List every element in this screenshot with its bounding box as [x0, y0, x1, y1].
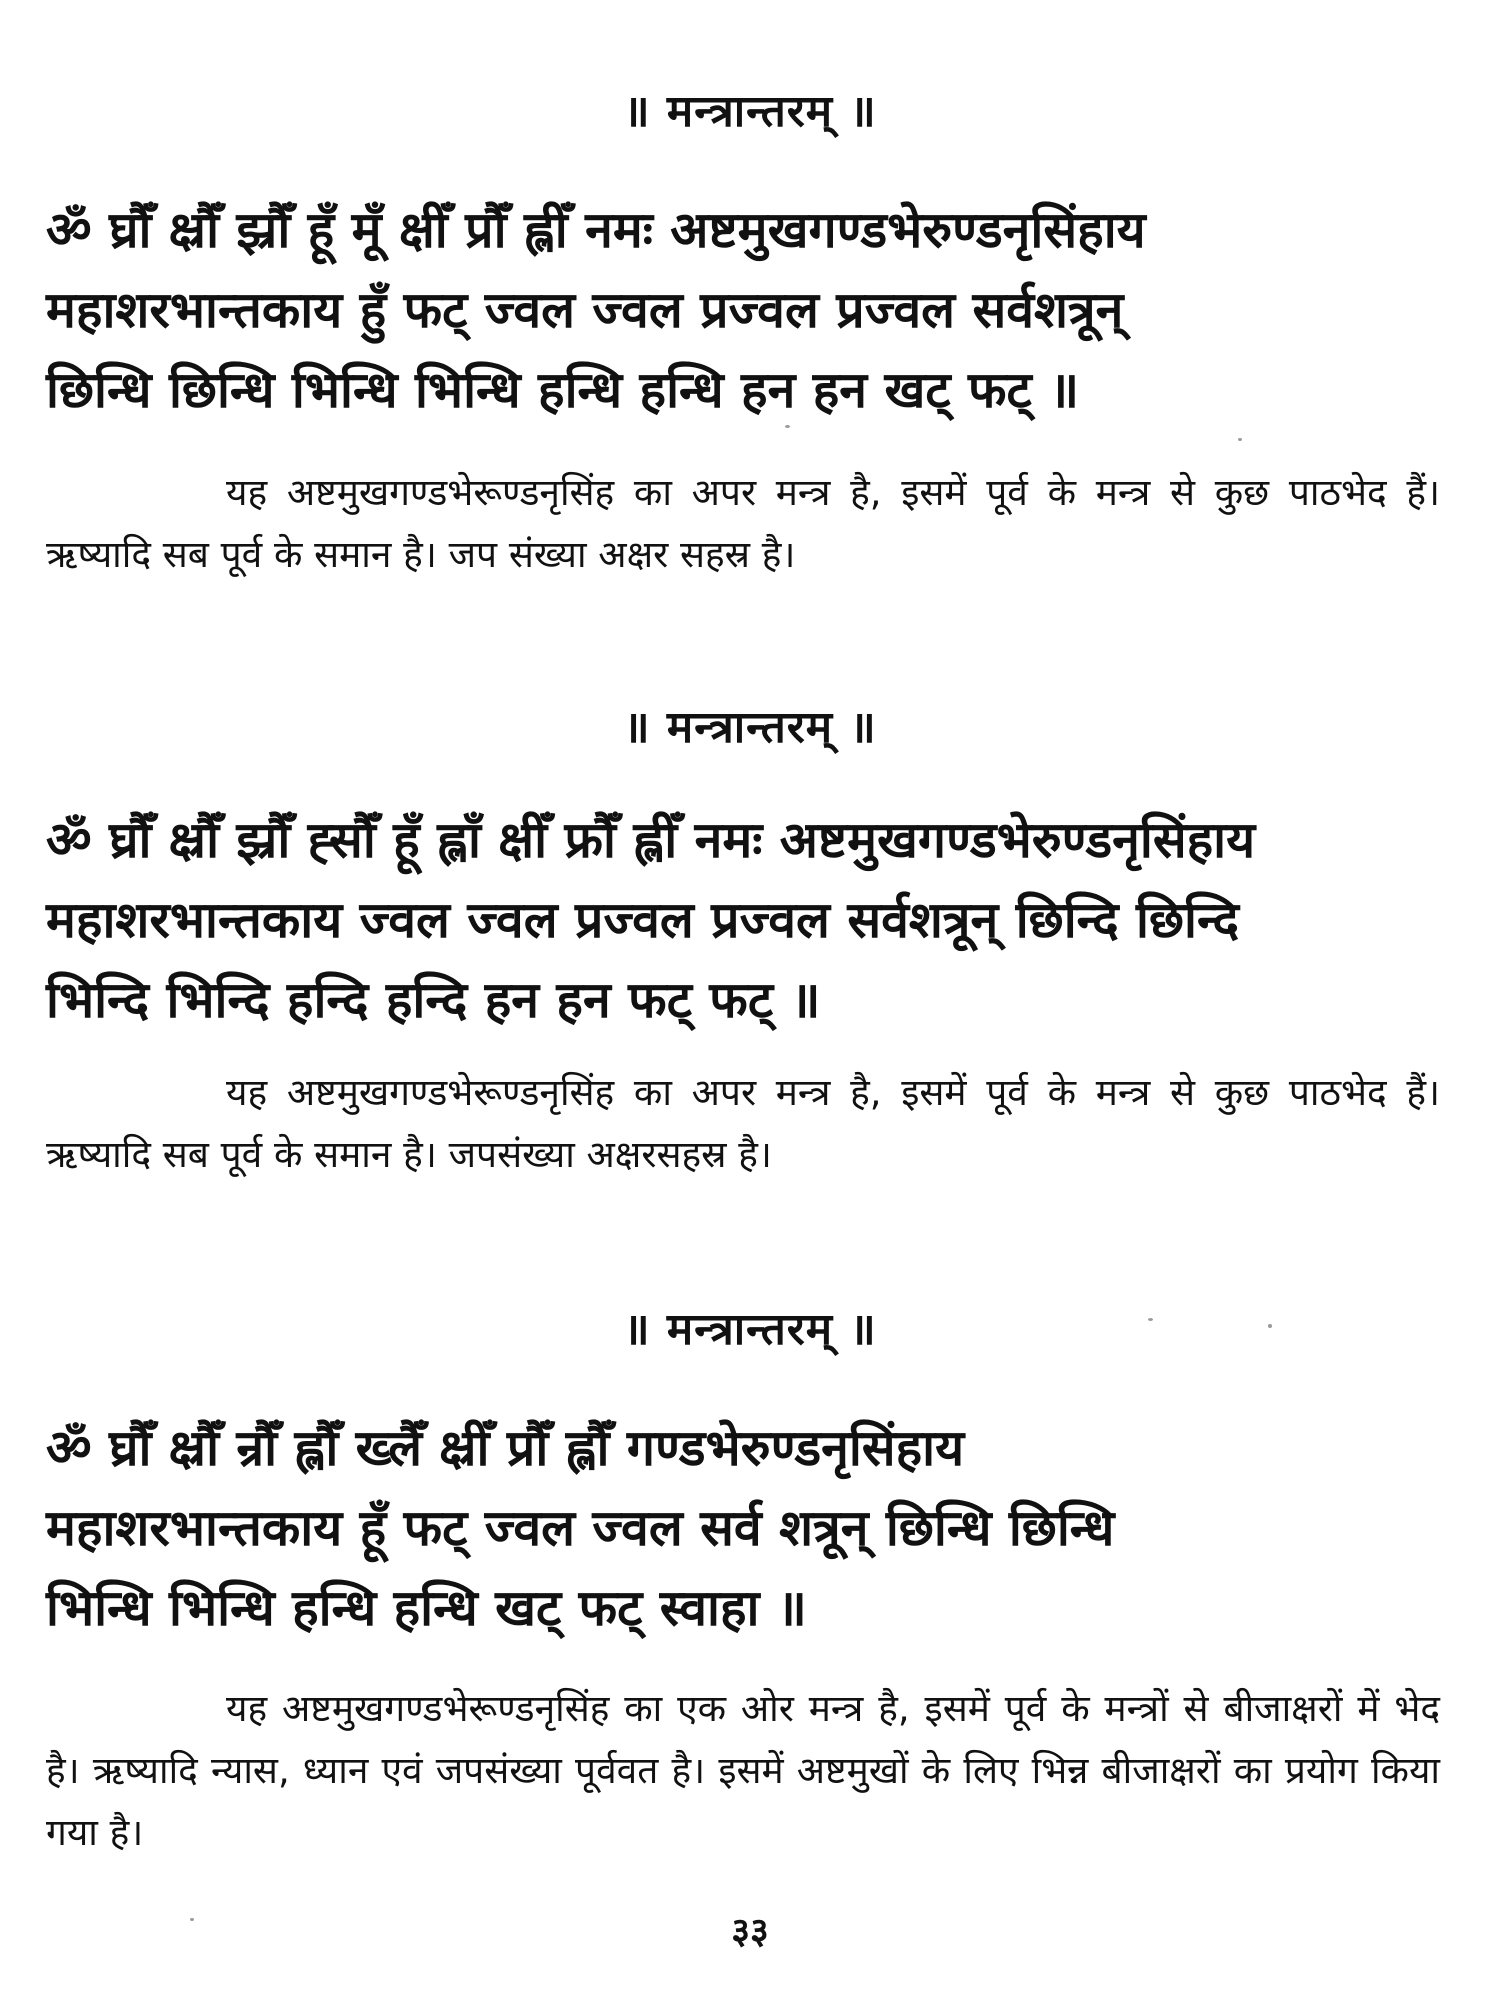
mantra-line: भिन्दि भिन्दि हन्दि हन्दि हन हन फट् फट् ॥: [46, 971, 821, 1029]
section-heading: ॥ मन्त्रान्तरम् ॥: [623, 86, 877, 137]
scan-speck: [785, 425, 790, 428]
page-number: ३३: [731, 1911, 769, 1952]
mantra-line: महाशरभान्तकाय हूँ फट् ज्वल ज्वल सर्व शत्रून् छिन्धि छिन्धि: [46, 1499, 1115, 1557]
scan-speck: [1268, 1324, 1272, 1328]
mantra-line: महाशरभान्तकाय ज्वल ज्वल प्रज्वल प्रज्वल सर्वशत्रून् छिन्दि छिन्दि: [46, 891, 1239, 949]
mantra-line: ॐ घ्रौँ क्ष्रौँ झ्रौँ हूँ मूँ क्षीँ प्रौँ ह्लीँ नमः अष्टमुखगण्डभेरुण्डनृसिंहाय: [46, 201, 1146, 259]
section-description: यह अष्टमुखगण्डभेरूण्डनृसिंह का अपर मन्त्र है, इसमें पूर्व के मन्त्र से कुछ पाठभेद हैं। ऋष्यादि सब पूर्व के समान है। जप संख्या अक्षर सहस्र है।: [46, 471, 1440, 576]
mantra-line: छिन्धि छिन्धि भिन्धि भिन्धि हन्धि हन्धि हन हन खट् फट् ॥: [46, 361, 1080, 419]
scan-speck: [1238, 438, 1242, 441]
section-heading: ॥ मन्त्रान्तरम् ॥: [623, 702, 877, 753]
section-heading: ॥ मन्त्रान्तरम् ॥: [623, 1304, 877, 1355]
mantra-line: ॐ घ्रौँ क्ष्रौँ न्रौँ ह्लौँ ख्लैँ क्ष्रीँ प्रौँ ह्लौँ गण्डभेरुण्डनृसिंहाय: [46, 1419, 965, 1477]
mantra-line: भिन्धि भिन्धि हन्धि हन्धि खट् फट् स्वाहा ॥: [46, 1579, 807, 1637]
section-description: यह अष्टमुखगण्डभेरूण्डनृसिंह का एक ओर मन्त्र है, इसमें पूर्व के मन्त्रों से बीजाक्षरों में भेद है। ऋष्यादि न्यास, ध्यान एवं जपसंख्या पूर्ववत है। इसमें अष्टमुखों के लिए भिन्न बीजाक्षरों का प्रयोग किया गया है।: [46, 1687, 1440, 1854]
mantra-line: महाशरभान्तकाय हुँ फट् ज्वल ज्वल प्रज्वल प्रज्वल सर्वशत्रून्: [46, 281, 1124, 339]
scan-speck: [190, 1918, 194, 1921]
scan-speck: [1148, 1318, 1153, 1321]
section-description: यह अष्टमुखगण्डभेरूण्डनृसिंह का अपर मन्त्र है, इसमें पूर्व के मन्त्र से कुछ पाठभेद हैं। ऋष्यादि सब पूर्व के समान है। जपसंख्या अक्षरसहस्र है।: [46, 1071, 1440, 1176]
mantra-line: ॐ घ्रौँ क्ष्रौँ झ्रौँ ह्सौँ हूँ ह्लाँ क्षीँ फ्रौँ ह्लीँ नमः अष्टमुखगण्डभेरुण्डनृसिंहाय: [46, 811, 1256, 869]
